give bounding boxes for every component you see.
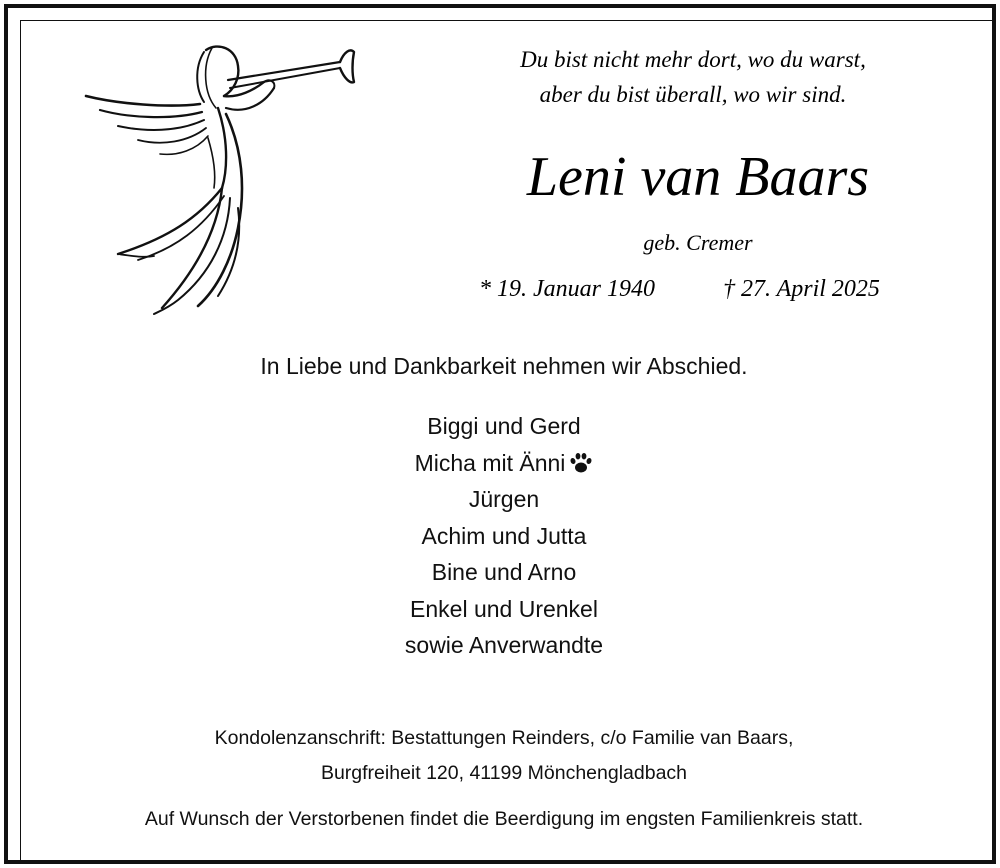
condolence-address (8, 721, 1000, 791)
motto-line-1: Du bist nicht mehr dort, wo du warst, (520, 47, 866, 72)
motto-quote (448, 42, 938, 112)
mourners-list (8, 408, 1000, 664)
outer-border-frame (4, 4, 996, 864)
motto-line-2: aber du bist überall, wo wir sind. (539, 82, 847, 107)
mourner-item: Biggi und Gerd (427, 413, 581, 439)
mourner-item: Micha mit Änni (414, 449, 566, 476)
birth-name: geb. Cremer (643, 230, 753, 255)
angel-trumpet-icon (78, 38, 368, 318)
mourner-item: Enkel und Urenkel (410, 595, 598, 622)
mourner-item: Achim und Jutta (421, 522, 587, 549)
deceased-name: Leni van Baars (526, 146, 870, 208)
mourner-item: Bine und Arno (431, 559, 577, 585)
paw-print-icon (569, 452, 593, 474)
address-line-2: Burgfreiheit 120, 41199 Mönchengladbach (320, 762, 688, 784)
funeral-notice: Auf Wunsch der Verstorbenen findet die Beerdigung im engsten Familienkreis statt. (144, 808, 864, 830)
birth-date: * 19. Januar 1940 (479, 276, 655, 302)
death-date: † 27. April 2025 (723, 276, 880, 302)
address-line-1: Kondolenzanschrift: Bestattungen Reinders, c/o Familie van Baars, (214, 727, 794, 749)
farewell-text: In Liebe und Dankbarkeit nehmen wir Abschied. (260, 353, 748, 379)
mourner-item: sowie Anverwandte (404, 632, 604, 658)
mourner-item: Jürgen (468, 486, 540, 512)
mourner-item-with-pet (8, 445, 1000, 482)
